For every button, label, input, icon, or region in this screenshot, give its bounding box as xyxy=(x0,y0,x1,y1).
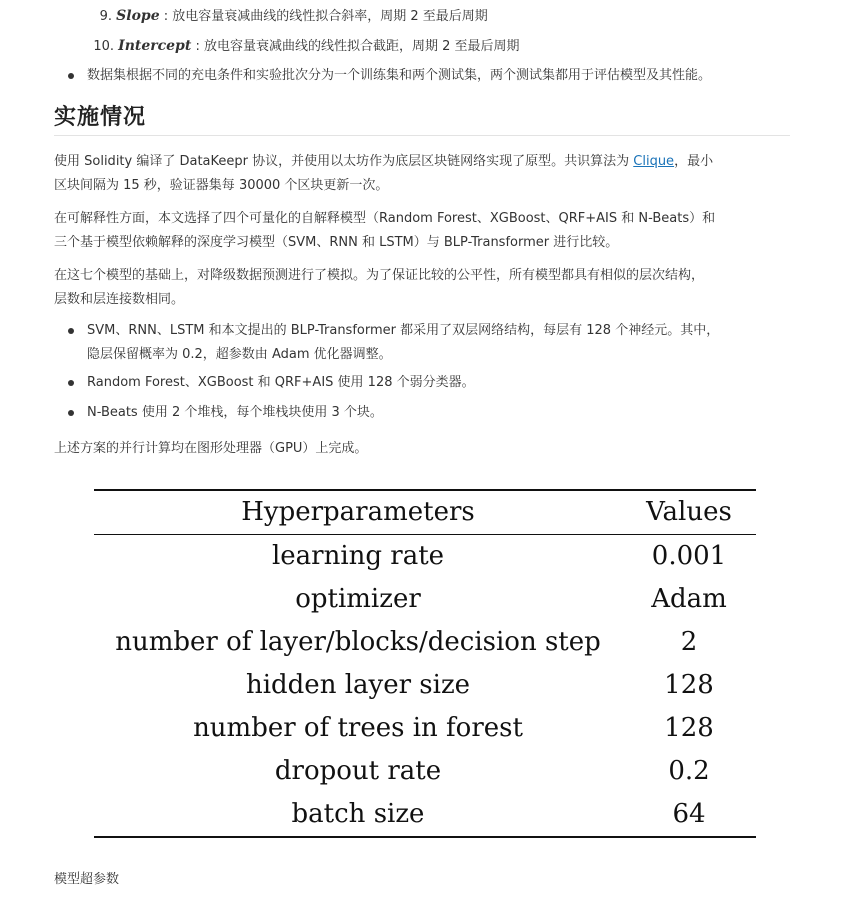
dataset-bullet xyxy=(68,64,788,88)
paragraph-implementation xyxy=(54,150,794,198)
list-item-slope xyxy=(88,7,488,26)
bullet-weak-classifiers xyxy=(68,371,788,395)
paragraph-line: 层数和层连接数相同。 xyxy=(54,292,185,307)
table-row-param: hidden layer size xyxy=(245,670,471,700)
clique-link[interactable]: Clique xyxy=(633,154,675,169)
list-number: 10. xyxy=(93,39,114,54)
term-description: 放电容量衰减曲线的线性拟合截距，周期 2 至最后周期 xyxy=(203,39,520,54)
table-row-value: 128 xyxy=(664,713,714,743)
table-row-param: batch size xyxy=(291,799,425,829)
section-title: 实施情况 xyxy=(54,105,147,130)
list-item-intercept xyxy=(88,37,520,56)
header-values: Values xyxy=(646,497,732,527)
paragraph-line xyxy=(54,150,794,174)
table-row-param: dropout rate xyxy=(274,756,442,786)
bullet-line-text: N-Beats 使用 2 个堆栈，每个堆栈块使用 3 个块。 xyxy=(87,405,383,420)
term-separator: : xyxy=(191,39,204,54)
table-bottom-rule xyxy=(94,836,756,838)
table-row-param: number of layer/blocks/decision step xyxy=(115,627,601,657)
table-row-value: 2 xyxy=(680,627,698,657)
section-divider xyxy=(54,135,790,136)
bullet-text xyxy=(87,319,787,367)
paragraph-line: 三个基于模型依赖解释的深度学习模型（SVM、RNN 和 LSTM）与 BLP-Transformer 进行比较。 xyxy=(54,235,619,250)
gpu-note: 上述方案的并行计算均在图形处理器（GPU）上完成。 xyxy=(54,441,368,456)
paragraph-interpretability xyxy=(54,207,794,255)
table-row-value: 0.001 xyxy=(651,541,727,571)
table-row-param: learning rate xyxy=(271,541,445,571)
term-description: 放电容量衰减曲线的线性拟合斜率，周期 2 至最后周期 xyxy=(172,9,488,24)
header-hyperparameters: Hyperparameters xyxy=(241,497,475,527)
table-row-param: number of trees in forest xyxy=(193,713,523,743)
paragraph-text: ，最小 xyxy=(674,154,714,169)
table-row-value: Adam xyxy=(651,584,727,614)
table-row-value: 128 xyxy=(664,670,714,700)
bullet-line-text: 隐层保留概率为 0.2，超参数由 Adam 优化器调整。 xyxy=(87,347,392,362)
table-row-value: 0.2 xyxy=(668,756,710,786)
table-caption: 模型超参数 xyxy=(54,872,120,887)
paragraph-text: 使用 Solidity 编译了 DataKeepr 协议，并使用以太坊作为底层区块链网络实现了原型。共识算法为 xyxy=(54,154,634,169)
bullet-nbeats-stacks xyxy=(68,401,788,425)
bullet-line-text: SVM、RNN、LSTM 和本文提出的 BLP-Transformer 都采用了双层网络结构，每层有 128 个神经元。其中， xyxy=(87,323,720,338)
table-row-param: optimizer xyxy=(295,584,421,614)
paragraph-line: 在可解释性方面，本文选择了四个可量化的自解释模型（Random Forest、XGBoost、QRF+AIS 和 N-Beats）和 xyxy=(54,211,716,226)
dataset-bullet-text: 数据集根据不同的充电条件和实验批次分为一个训练集和两个测试集，两个测试集都用于评估模型及其性能。 xyxy=(87,68,712,83)
term-intercept: Intercept xyxy=(118,38,192,54)
paragraph-line: 在这七个模型的基础上，对降级数据预测进行了模拟。为了保证比较的公平性，所有模型都具有相似的层次结构， xyxy=(54,268,705,283)
bullet-line-text: Random Forest、XGBoost 和 QRF+AIS 使用 128 个弱分类器。 xyxy=(87,375,475,390)
paragraph-line: 区块间隔为 15 秒，验证器集每 30000 个区块更新一次。 xyxy=(54,178,389,193)
list-number: 9. xyxy=(99,9,112,24)
bullet-network-structure xyxy=(68,319,788,367)
table-row-value: 64 xyxy=(672,799,706,829)
term-slope: Slope xyxy=(116,8,160,24)
term-separator: : xyxy=(159,9,173,24)
paragraph-simulation xyxy=(54,264,794,312)
